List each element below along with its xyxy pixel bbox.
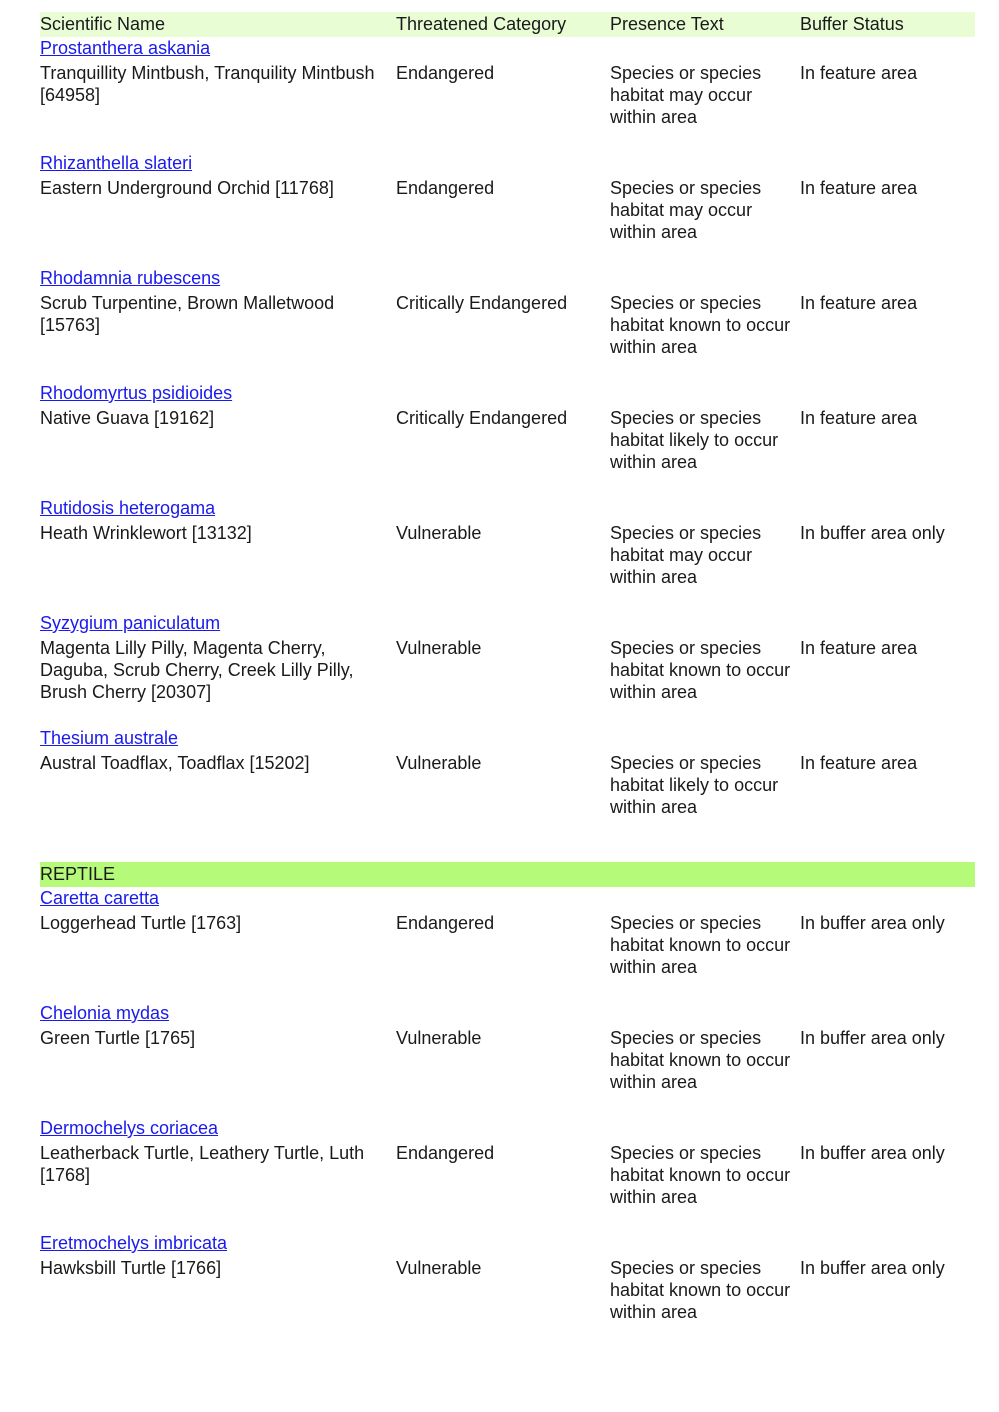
species-row: [40, 1117, 975, 1232]
plant-list: [40, 37, 975, 842]
species-scientific-link[interactable]: Syzygium paniculatum: [40, 613, 221, 633]
species-buffer: In buffer area only: [800, 1258, 945, 1278]
species-scientific-link[interactable]: Rhodamnia rubescens: [40, 268, 221, 288]
species-scientific-link[interactable]: Dermochelys coriacea: [40, 1118, 219, 1138]
species-common-name: Scrub Turpentine, Brown Malletwood [15763]: [40, 293, 335, 335]
species-category: Vulnerable: [396, 753, 482, 773]
species-presence: Species or species habitat may occur within area: [610, 523, 762, 587]
species-buffer: In feature area: [800, 753, 918, 773]
header-presence-text: Presence Text: [610, 14, 724, 34]
species-buffer: In buffer area only: [800, 913, 945, 933]
species-presence: Species or species habitat known to occur within area: [610, 1143, 791, 1207]
species-scientific-link[interactable]: Rhodomyrtus psidioides: [40, 383, 233, 403]
species-category: Vulnerable: [396, 638, 482, 658]
species-buffer: In buffer area only: [800, 1028, 945, 1048]
species-row: [40, 382, 975, 497]
species-common-name: Tranquillity Mintbush, Tranquility Mintbush [64958]: [40, 63, 375, 105]
species-row: [40, 612, 975, 727]
reptile-list: [40, 887, 975, 1347]
species-scientific-link[interactable]: Prostanthera askania: [40, 38, 211, 58]
species-common-name: Hawksbill Turtle [1766]: [40, 1258, 222, 1278]
species-common-name: Austral Toadflax, Toadflax [15202]: [40, 753, 310, 773]
section-label: REPTILE: [40, 864, 116, 884]
species-common-name: Native Guava [19162]: [40, 408, 215, 428]
header-scientific-name: Scientific Name: [40, 14, 166, 34]
species-common-name: Green Turtle [1765]: [40, 1028, 196, 1048]
species-category: Vulnerable: [396, 523, 482, 543]
species-category: Endangered: [396, 1143, 495, 1163]
species-category: Critically Endangered: [396, 293, 568, 313]
species-row: [40, 887, 975, 1002]
species-row: [40, 1232, 975, 1347]
species-presence: Species or species habitat likely to occur within area: [610, 408, 779, 472]
species-buffer: In buffer area only: [800, 1143, 945, 1163]
species-category: Vulnerable: [396, 1028, 482, 1048]
species-scientific-link[interactable]: Rutidosis heterogama: [40, 498, 216, 518]
species-table: [40, 12, 975, 1347]
table-header: [40, 12, 975, 37]
species-common-name: Leatherback Turtle, Leathery Turtle, Luth [1768]: [40, 1143, 365, 1185]
species-scientific-link[interactable]: Eretmochelys imbricata: [40, 1233, 228, 1253]
species-category: Endangered: [396, 178, 495, 198]
species-presence: Species or species habitat may occur within area: [610, 178, 762, 242]
species-scientific-link[interactable]: Thesium australe: [40, 728, 179, 748]
species-category: Vulnerable: [396, 1258, 482, 1278]
species-presence: Species or species habitat known to occur within area: [610, 1258, 791, 1322]
species-row: [40, 267, 975, 382]
species-scientific-link[interactable]: Caretta caretta: [40, 888, 160, 908]
species-presence: Species or species habitat likely to occur within area: [610, 753, 779, 817]
section-header-reptile: [40, 862, 975, 887]
species-presence: Species or species habitat known to occur within area: [610, 913, 791, 977]
species-row: [40, 727, 975, 842]
species-category: Endangered: [396, 913, 495, 933]
species-common-name: Magenta Lilly Pilly, Magenta Cherry, Daguba, Scrub Cherry, Creek Lilly Pilly, Brush Cherry [20307]: [40, 638, 354, 702]
species-common-name: Heath Wrinklewort [13132]: [40, 523, 252, 543]
species-row: [40, 497, 975, 612]
species-presence: Species or species habitat known to occur within area: [610, 293, 791, 357]
header-threatened-category: Threatened Category: [396, 14, 567, 34]
species-category: Endangered: [396, 63, 495, 83]
species-common-name: Eastern Underground Orchid [11768]: [40, 178, 334, 198]
species-presence: Species or species habitat may occur within area: [610, 63, 762, 127]
species-row: [40, 37, 975, 152]
species-buffer: In feature area: [800, 178, 918, 198]
species-presence: Species or species habitat known to occur within area: [610, 638, 791, 702]
header-buffer-status: Buffer Status: [800, 14, 904, 34]
species-row: [40, 1002, 975, 1117]
species-row: [40, 152, 975, 267]
species-buffer: In feature area: [800, 638, 918, 658]
species-buffer: In feature area: [800, 63, 918, 83]
species-buffer: In feature area: [800, 293, 918, 313]
species-buffer: In feature area: [800, 408, 918, 428]
species-common-name: Loggerhead Turtle [1763]: [40, 913, 242, 933]
species-buffer: In buffer area only: [800, 523, 945, 543]
species-scientific-link[interactable]: Rhizanthella slateri: [40, 153, 193, 173]
species-presence: Species or species habitat known to occur within area: [610, 1028, 791, 1092]
species-scientific-link[interactable]: Chelonia mydas: [40, 1003, 170, 1023]
species-category: Critically Endangered: [396, 408, 568, 428]
